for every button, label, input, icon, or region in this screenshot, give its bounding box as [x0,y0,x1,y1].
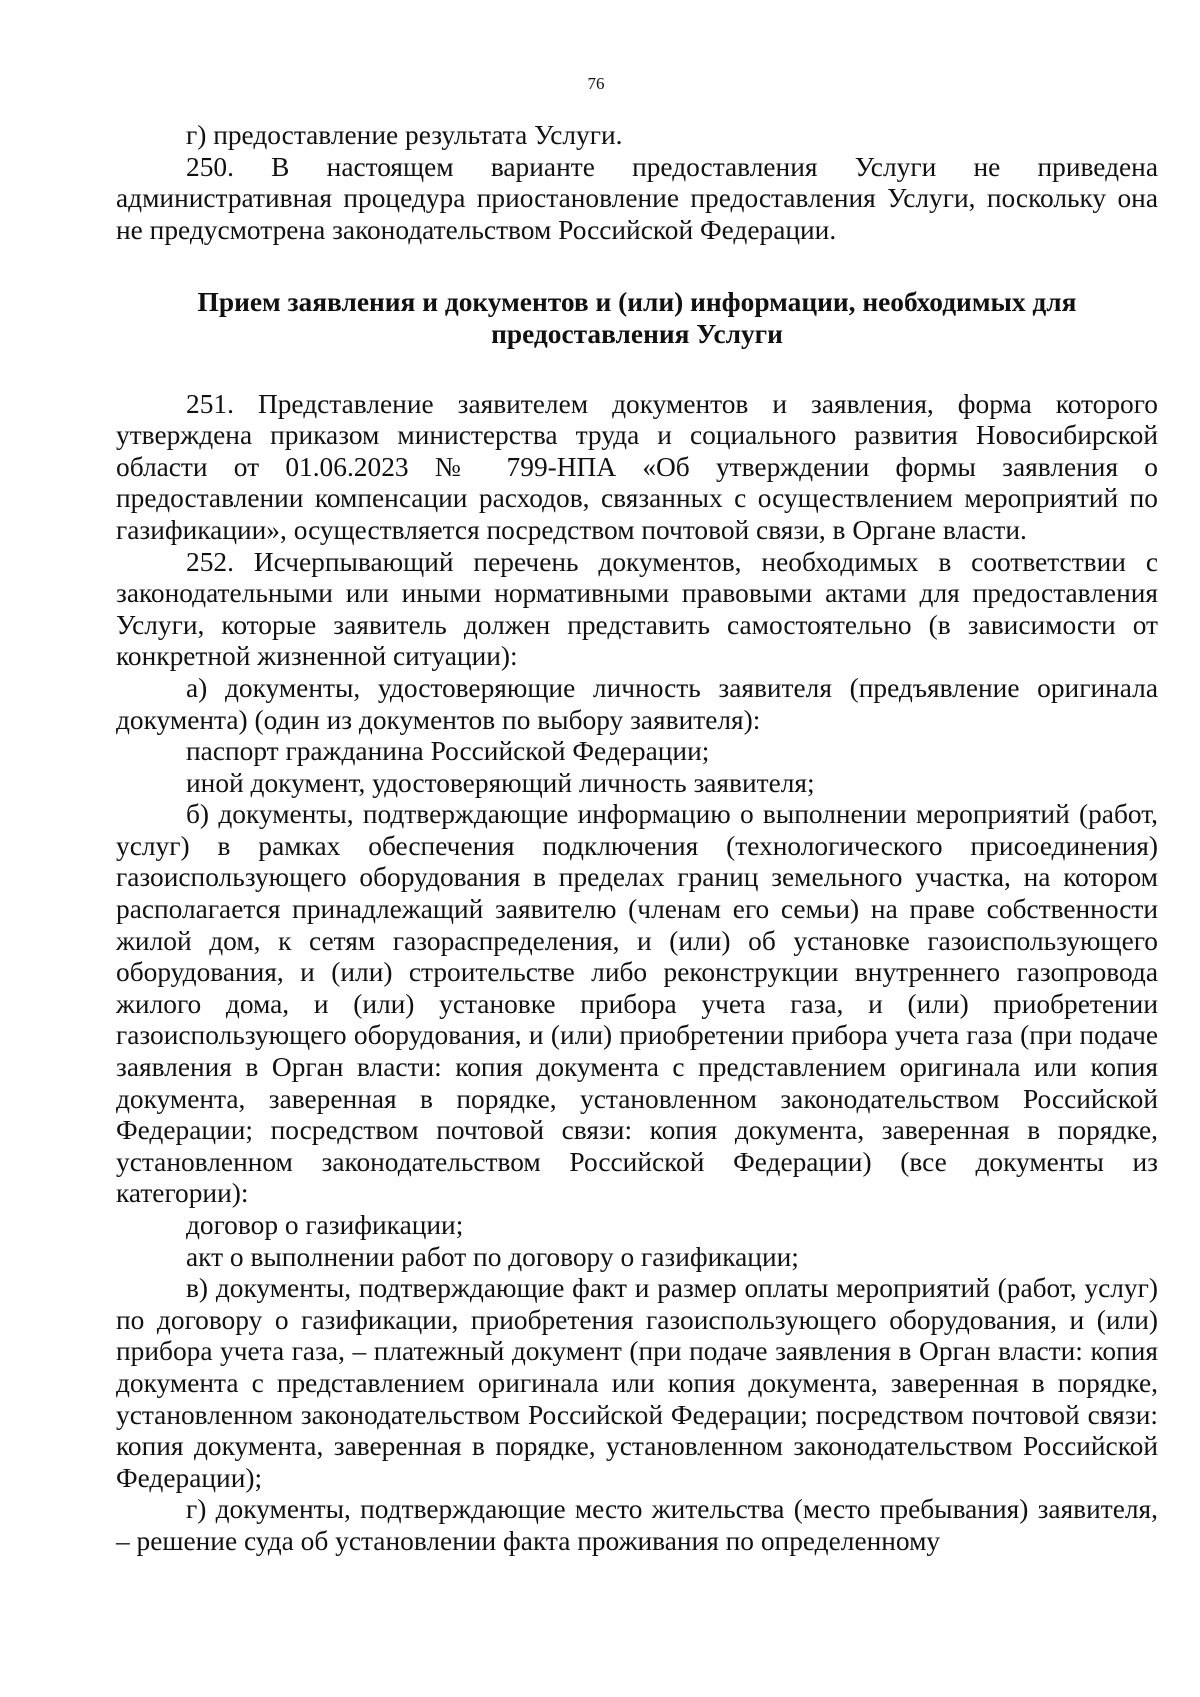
paragraph-250: 250. В настоящем варианте предоставления Услуги не приведена административная процедура приостановление предоставления Услуги, поскольку она не предусмотрена законодательством Российской Федерации. [116,151,1158,245]
section-heading-line-2: предоставления Услуги [491,318,783,349]
list-item-b: б) документы, подтверждающие информацию о выполнении мероприятий (работ, услуг) в рамках обеспечения подключения (технологического присоединения) газоиспользующего оборудования в пределах границ земельного участка, на котором располагается принадлежащий заявителю (членам его семьи) на праве собственности жилой дом, к сетям газораспределения, и (или) об установке газоиспользующего оборудования, и (или) строительстве либо реконструкции внутреннего газопровода жилого дома, и (или) установке прибора учета газа, и (или) приобретении газоиспользующего оборудования, и (или) приобретении прибора учета газа (при подаче заявления в Орган власти: копия документа с представлением оригинала или копия документа, заверенная в порядке, установленном законодательством Российской Федерации; посредством почтовой связи: копия документа, заверенная в порядке, установленном законодательством Российской Федерации) (все документы из категории): [116,799,1158,1209]
list-item-g: г) документы, подтверждающие место жительства (место пребывания) заявителя, – решение суда об установлении факта проживания по определенному [116,1494,1158,1556]
list-subitem-work-act: акт о выполнении работ по договору о газификации; [186,1241,799,1272]
page-number: 76 [587,74,605,93]
paragraph-251: 251. Представление заявителем документов и заявления, форма которого утверждена приказом министерства труда и социального развития Новосибирской области от 01.06.2023 № 799-НПА «Об утверждении формы заявления о предоставлении компенсации расходов, связанных с осуществлением мероприятий по газификации», осуществляется посредством почтовой связи, в Органе власти. [116,388,1158,545]
list-subitem-gas-contract: договор о газификации; [186,1210,464,1240]
paragraph-result-delivery: г) предоставление результата Услуги. [186,120,623,150]
paragraph-252: 252. Исчерпывающий перечень документов, необходимых в соответствии с законодательными или иными нормативными правовыми актами для предоставления Услуги, которые заявитель должен представить самостоятельно (в зависимости от конкретной жизненной ситуации): [116,546,1158,672]
list-subitem-other-id: иной документ, удостоверяющий личность заявителя; [186,767,815,798]
section-heading-line-1: Прием заявления и документов и (или) информации, необходимых для [197,287,1077,318]
document-body [116,120,1158,1558]
list-subitem-passport: паспорт гражданина Российской Федерации; [186,736,710,767]
list-item-v: в) документы, подтверждающие факт и размер оплаты мероприятий (работ, услуг) по договору о газификации, приобретения газоиспользующего оборудования, и (или) прибора учета газа, – платежный документ (при подаче заявления в Орган власти: копия документа с представлением оригинала или копия документа, заверенная в порядке, установленном законодательством Российской Федерации; посредством почтовой связи: копия документа, заверенная в порядке, установленном законодательством Российской Федерации); [116,1273,1158,1493]
list-item-a: а) документы, удостоверяющие личность заявителя (предъявление оригинала документа) (один из документов по выбору заявителя): [116,672,1158,735]
section-heading [116,287,1158,350]
